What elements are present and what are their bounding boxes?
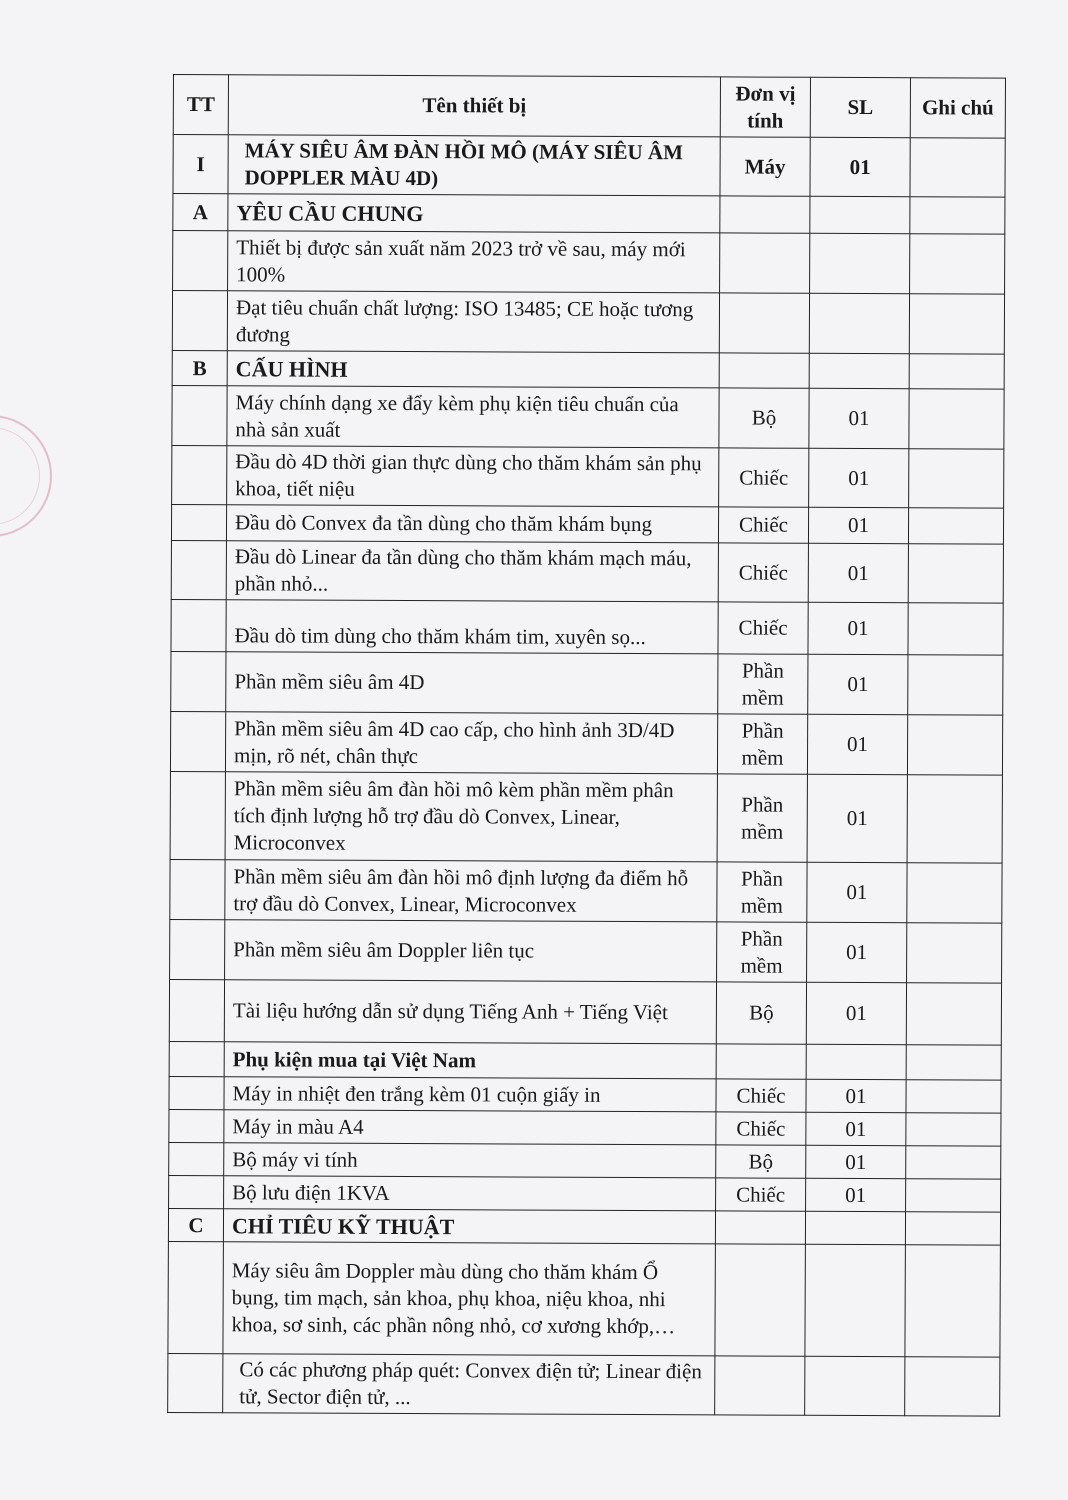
cell-unit: Phần mềm (717, 862, 807, 922)
cell-unit (720, 196, 810, 233)
cell-note (908, 655, 1003, 715)
cell-unit: Chiếc (719, 448, 809, 507)
cell-note (906, 1080, 1001, 1113)
cell-note (907, 775, 1002, 863)
cell-qty (805, 1211, 905, 1244)
cell-tt (172, 291, 227, 351)
cell-name: CẤU HÌNH (227, 351, 719, 388)
cell-tt: B (172, 350, 227, 385)
cell-unit (719, 353, 809, 388)
cell-qty: 01 (809, 448, 909, 507)
cell-unit (719, 293, 809, 353)
table-row (172, 350, 1004, 389)
cell-note (909, 354, 1004, 389)
table-row (172, 291, 1004, 355)
cell-name: Đầu dò tim dùng cho thăm khám tim, xuyên sọ... (226, 600, 718, 654)
equipment-spec-table (167, 74, 1006, 1417)
cell-tt (169, 1175, 224, 1208)
cell-name: Phần mềm siêu âm Doppler liên tục (225, 920, 717, 982)
cell-qty: 01 (808, 654, 908, 714)
cell-qty: 01 (807, 922, 907, 982)
cell-tt (169, 979, 224, 1041)
table-row (172, 445, 1004, 508)
cell-tt (169, 1142, 224, 1175)
cell-tt (169, 1076, 224, 1109)
cell-note (906, 1179, 1001, 1212)
cell-tt (172, 385, 227, 445)
table-row (170, 771, 1002, 863)
table-header-row (173, 75, 1005, 139)
cell-tt (171, 504, 226, 540)
table-row (168, 1353, 1000, 1416)
cell-qty (805, 1356, 905, 1415)
cell-name: Máy chính dạng xe đẩy kèm phụ kiện tiêu chuẩn của nhà sản xuất (227, 386, 719, 448)
header-tt: TT (173, 75, 228, 135)
cell-tt (173, 231, 228, 291)
cell-name: MÁY SIÊU ÂM ĐÀN HỒI MÔ (MÁY SIÊU ÂM DOPPLER MÀU 4D) (228, 135, 720, 196)
cell-tt: C (168, 1208, 223, 1241)
table-row (169, 1142, 1001, 1179)
cell-unit: Chiếc (718, 602, 808, 654)
cell-name: CHỈ TIÊU KỸ THUẬT (223, 1209, 715, 1244)
cell-qty: 01 (809, 388, 909, 448)
header-qty: SL (810, 77, 910, 137)
cell-note (910, 234, 1005, 294)
cell-qty: 01 (806, 1178, 906, 1211)
cell-name: Đầu dò Linear đa tần dùng cho thăm khám mạch máu, phần nhỏ... (226, 541, 718, 602)
red-seal-stamp (0, 415, 52, 537)
cell-tt (170, 859, 225, 919)
table-row (169, 1076, 1001, 1113)
table-row (169, 979, 1001, 1045)
cell-note (907, 863, 1002, 923)
cell-name: Bộ lưu điện 1KVA (224, 1176, 716, 1211)
cell-unit: Phần mềm (717, 922, 807, 982)
cell-unit: Chiếc (716, 1079, 806, 1112)
cell-qty: 01 (806, 1112, 906, 1145)
cell-note (908, 508, 1003, 544)
cell-unit: Bộ (716, 982, 806, 1044)
cell-qty (810, 233, 910, 293)
table-row (171, 504, 1003, 544)
cell-unit (715, 1244, 805, 1356)
cell-unit: Chiếc (718, 543, 808, 602)
cell-qty: 01 (806, 982, 906, 1044)
cell-tt (169, 1041, 224, 1076)
cell-tt (168, 1241, 223, 1353)
cell-name: Đầu dò 4D thời gian thực dùng cho thăm khám sản phụ khoa, tiết niệu (227, 446, 719, 507)
cell-unit (715, 1356, 805, 1415)
cell-unit: Chiếc (716, 1112, 806, 1145)
table-row (171, 540, 1003, 603)
header-note: Ghi chú (910, 78, 1005, 138)
cell-note (905, 1245, 1000, 1357)
cell-note (907, 923, 1002, 983)
cell-qty: 01 (807, 862, 907, 922)
header-name: Tên thiết bị (228, 75, 720, 137)
cell-note (906, 1113, 1001, 1146)
cell-qty: 01 (807, 714, 907, 774)
cell-tt (170, 771, 225, 859)
cell-note (907, 715, 1002, 775)
cell-note (905, 1212, 1000, 1245)
table-row (171, 651, 1003, 715)
cell-unit: Phần mềm (717, 714, 807, 774)
cell-qty (810, 196, 910, 233)
cell-unit: Phần mềm (717, 774, 807, 862)
cell-note (909, 389, 1004, 449)
cell-qty: 01 (808, 543, 908, 602)
table-row (168, 1208, 1000, 1245)
cell-tt (169, 1109, 224, 1142)
cell-note (910, 138, 1005, 197)
table-row (173, 194, 1005, 235)
cell-note (908, 603, 1003, 655)
cell-tt (170, 711, 225, 771)
cell-tt: I (173, 135, 228, 194)
cell-qty: 01 (810, 137, 910, 196)
cell-unit: Chiếc (716, 1178, 806, 1211)
table-row (168, 1241, 1000, 1357)
cell-qty: 01 (806, 1145, 906, 1178)
cell-name: Máy siêu âm Doppler màu dùng cho thăm khám Ổ bụng, tim mạch, sản khoa, phụ khoa, niệu khoa, nhi khoa, sơ sinh, các phần nông nhỏ, cơ xương khớp,… (223, 1242, 715, 1356)
table-row (173, 135, 1005, 198)
cell-tt: A (173, 194, 228, 231)
cell-qty (806, 1044, 906, 1079)
cell-name: Phụ kiện mua tại Việt Nam (224, 1042, 716, 1079)
cell-qty: 01 (808, 507, 908, 543)
cell-name: Đạt tiêu chuẩn chất lượng: ISO 13485; CE hoặc tương đương (227, 291, 719, 353)
cell-unit: Bộ (716, 1145, 806, 1178)
cell-name: Bộ máy vi tính (224, 1143, 716, 1178)
cell-unit: Máy (720, 137, 810, 196)
table-row (170, 919, 1002, 983)
cell-tt (170, 919, 225, 979)
cell-unit (715, 1211, 805, 1244)
cell-name: Máy in màu A4 (224, 1110, 716, 1145)
cell-name: Đầu dò Convex đa tần dùng cho thăm khám bụng (226, 505, 718, 543)
cell-tt (172, 445, 227, 504)
cell-qty (809, 353, 909, 388)
table-row (169, 1041, 1001, 1080)
header-unit: Đơn vị tính (720, 77, 810, 137)
cell-note (906, 1045, 1001, 1080)
cell-note (909, 294, 1004, 354)
cell-name: Thiết bị được sản xuất năm 2023 trở về sau, máy mới 100% (228, 231, 720, 293)
cell-qty: 01 (807, 774, 907, 862)
cell-unit: Phần mềm (718, 654, 808, 714)
table-row (171, 599, 1003, 655)
cell-name: Phần mềm siêu âm 4D cao cấp, cho hình ảnh 3D/4D mịn, rõ nét, chân thực (225, 712, 717, 774)
cell-tt (171, 651, 226, 711)
cell-note (910, 197, 1005, 234)
table-row (169, 1109, 1001, 1146)
cell-qty: 01 (806, 1079, 906, 1112)
cell-unit (716, 1044, 806, 1079)
cell-name: YÊU CẦU CHUNG (228, 194, 720, 233)
cell-tt (168, 1353, 223, 1412)
cell-name: Phần mềm siêu âm đàn hồi mô định lượng đa điểm hỗ trợ đầu dò Convex, Linear, Microconvex (225, 860, 717, 922)
cell-unit: Bộ (719, 388, 809, 448)
cell-unit: Chiếc (718, 507, 808, 543)
cell-qty: 01 (808, 602, 908, 654)
cell-name: Máy in nhiệt đen trắng kèm 01 cuộn giấy in (224, 1077, 716, 1112)
cell-note (908, 544, 1003, 603)
cell-note (909, 449, 1004, 508)
table-row (170, 711, 1002, 775)
cell-qty (805, 1244, 905, 1356)
cell-qty (809, 293, 909, 353)
cell-note (905, 1357, 1000, 1416)
cell-tt (171, 599, 226, 651)
cell-note (906, 983, 1001, 1045)
cell-name: Tài liệu hướng dẫn sử dụng Tiếng Anh + Tiếng Việt (224, 980, 716, 1044)
cell-note (906, 1146, 1001, 1179)
cell-name: Có các phương pháp quét: Convex điện tử; Linear điện tử, Sector điện tử, ... (223, 1354, 715, 1415)
table-row (169, 1175, 1001, 1212)
cell-tt (171, 540, 226, 599)
cell-unit (720, 233, 810, 293)
table-row (170, 859, 1002, 923)
cell-name: Phần mềm siêu âm 4D (226, 652, 718, 714)
table-row (172, 385, 1004, 449)
cell-name: Phần mềm siêu âm đàn hồi mô kèm phần mềm phân tích định lượng hỗ trợ đầu dò Convex, Linear, Microconvex (225, 772, 717, 862)
table-row (173, 231, 1005, 295)
